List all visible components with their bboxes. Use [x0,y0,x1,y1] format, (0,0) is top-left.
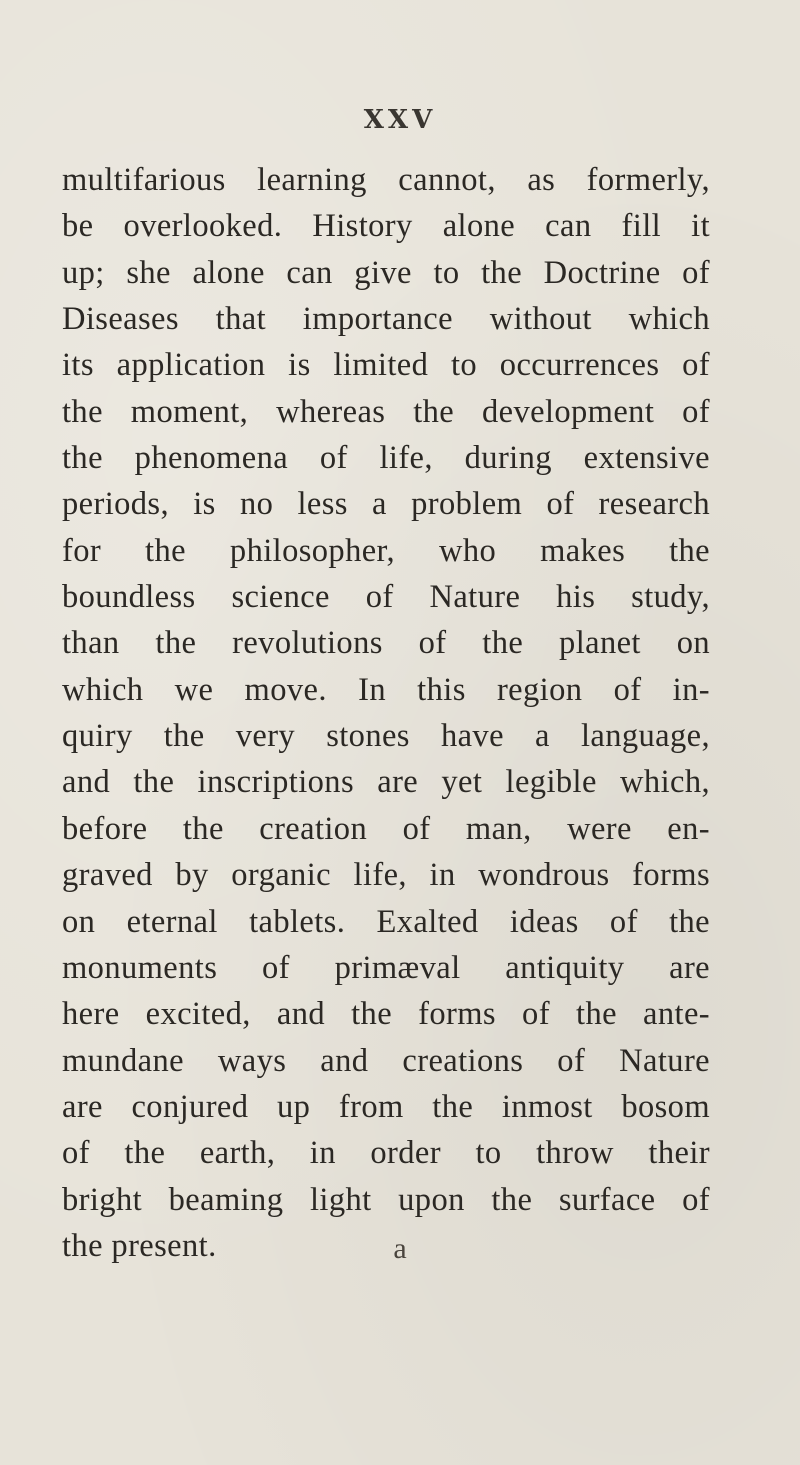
text-line: mundane ways and creations of Nature [62,1042,710,1079]
text-line: be overlooked. History alone can fill it [62,208,710,245]
text-line: graved by organic life, in wondrous forms [62,857,710,894]
text-line: up; she alone can give to the Doctrine of [62,254,710,291]
text-line: bright beaming light upon the surface of [62,1181,710,1218]
text-line: monuments of primæval antiquity are [62,949,710,986]
page-number: XXV [363,105,437,135]
text-line: the phenomena of life, during extensive [62,440,710,477]
text-line: of the earth, in order to throw their [62,1135,710,1172]
text-line: here excited, and the forms of the ante- [62,996,710,1033]
text-line: than the revolutions of the planet on [62,625,710,662]
text-line: multifarious learning cannot, as formerly, [62,162,710,198]
text-line: boundless science of Nature his study, [62,579,710,616]
text-line: are conjured up from the inmost bosom [62,1088,710,1125]
text-line: which we move. In this region of in- [62,671,710,708]
body-paragraph [62,157,710,1269]
text-line: the present. [62,1227,217,1264]
text-line: for the philosopher, who makes the [62,532,710,569]
text-line: the moment, whereas the development of [62,393,710,430]
text-line: and the inscriptions are yet legible which, [62,764,710,801]
text-line: its application is limited to occurrences of [62,347,710,384]
text-line: Diseases that importance without which [62,301,710,338]
text-line: periods, is no less a problem of research [62,486,710,523]
signature-mark: a [393,1232,407,1265]
text-line: quiry the very stones have a language, [62,718,710,755]
text-line: before the creation of man, were en- [62,810,710,847]
text-line: on eternal tablets. Exalted ideas of the [62,903,710,940]
